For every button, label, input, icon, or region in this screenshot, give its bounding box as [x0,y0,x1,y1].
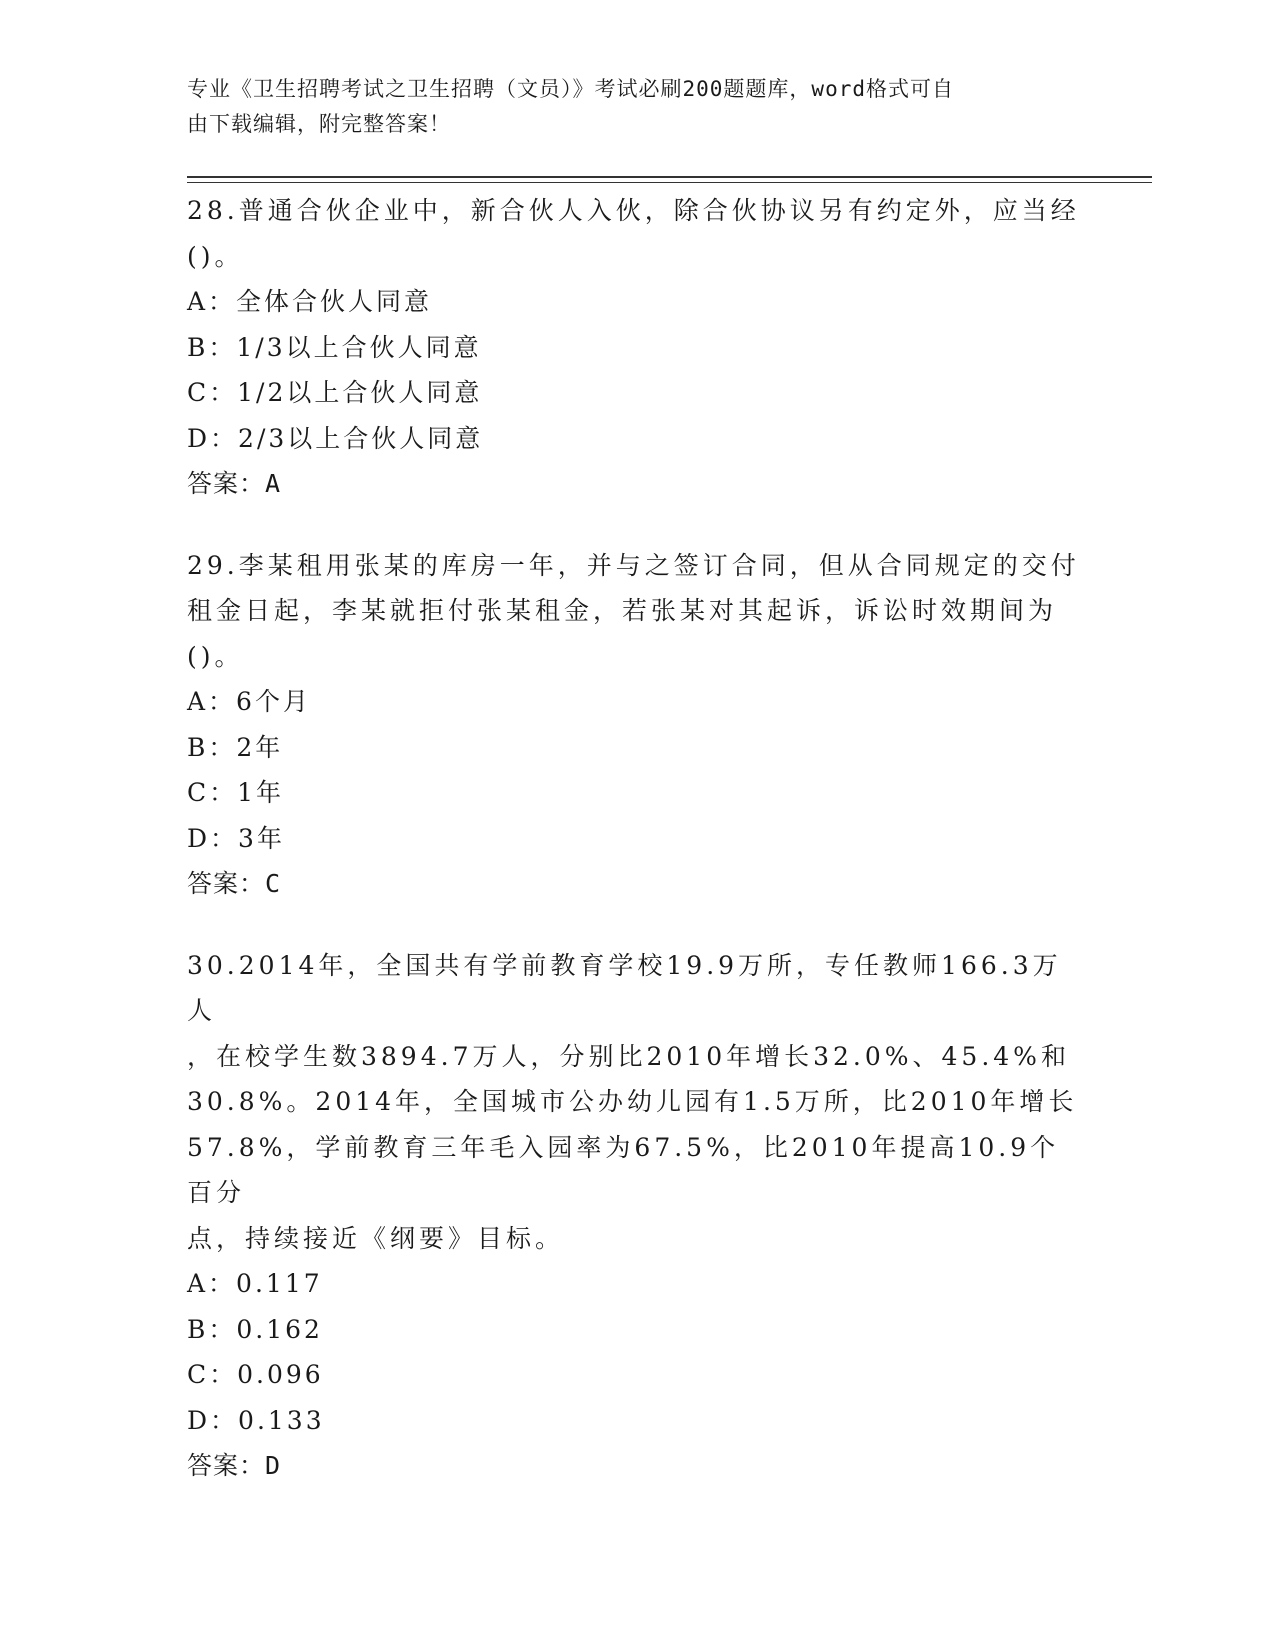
question-line: ()。 [187,241,244,271]
question-line: ()。 [187,641,244,671]
question-30 [187,943,1087,1489]
header-line-1: 专业《卫生招聘考试之卫生招聘（文员）》考试必刷200题题库，word格式可自 [187,77,954,101]
question-line: 租金日起，李某就拒付张某租金，若张某对其起诉，诉讼时效期间为 [187,596,1058,625]
option-d: D：0.133 [187,1405,325,1435]
option-c: C：1年 [187,778,285,807]
question-line: 30.2014年，全国共有学前教育学校19.9万所，专任教师166.3万人 [187,950,1062,1025]
question-line: ，在校学生数3894.7万人，分别比2010年增长32.0%、45.4%和 [187,1041,1070,1071]
question-line: 28.普通合伙企业中，新合伙人入伙，除合伙协议另有约定外，应当经 [187,196,1080,225]
document-header [187,72,1067,142]
question-text [187,188,1087,279]
question-line: 57.8%，学前教育三年毛入园率为67.5%，比2010年提高10.9个百分 [187,1132,1060,1207]
option-b: B：2年 [187,732,284,762]
option-b: B：0.162 [187,1314,323,1344]
question-text [187,543,1087,680]
header-divider-thick [187,176,1152,178]
question-line: 点，持续接近《纲要》目标。 [187,1223,565,1253]
question-28 [187,188,1087,507]
option-c: C：1/2以上合伙人同意 [187,378,483,407]
answer: 答案：D [187,1451,282,1480]
option-c: C：0.096 [187,1360,324,1389]
option-d: D：3年 [187,823,285,853]
answer: 答案：C [187,869,282,898]
option-b: B：1/3以上合伙人同意 [187,332,482,362]
option-a: A：0.117 [187,1269,323,1298]
header-line-2: 由下载编辑，附完整答案！ [187,112,451,136]
option-a: A：6个月 [187,687,311,716]
question-line: 29.李某租用张某的库房一年，并与之签订合同，但从合同规定的交付 [187,550,1080,580]
question-text [187,943,1087,1262]
option-d: D：2/3以上合伙人同意 [187,423,484,453]
header-divider-thin [187,182,1152,183]
question-29 [187,543,1087,907]
option-a: A：全体合伙人同意 [187,287,433,316]
answer: 答案：A [187,469,282,498]
question-line: 30.8%。2014年，全国城市公办幼儿园有1.5万所，比2010年增长 [187,1087,1078,1116]
question-list [187,188,1087,1525]
